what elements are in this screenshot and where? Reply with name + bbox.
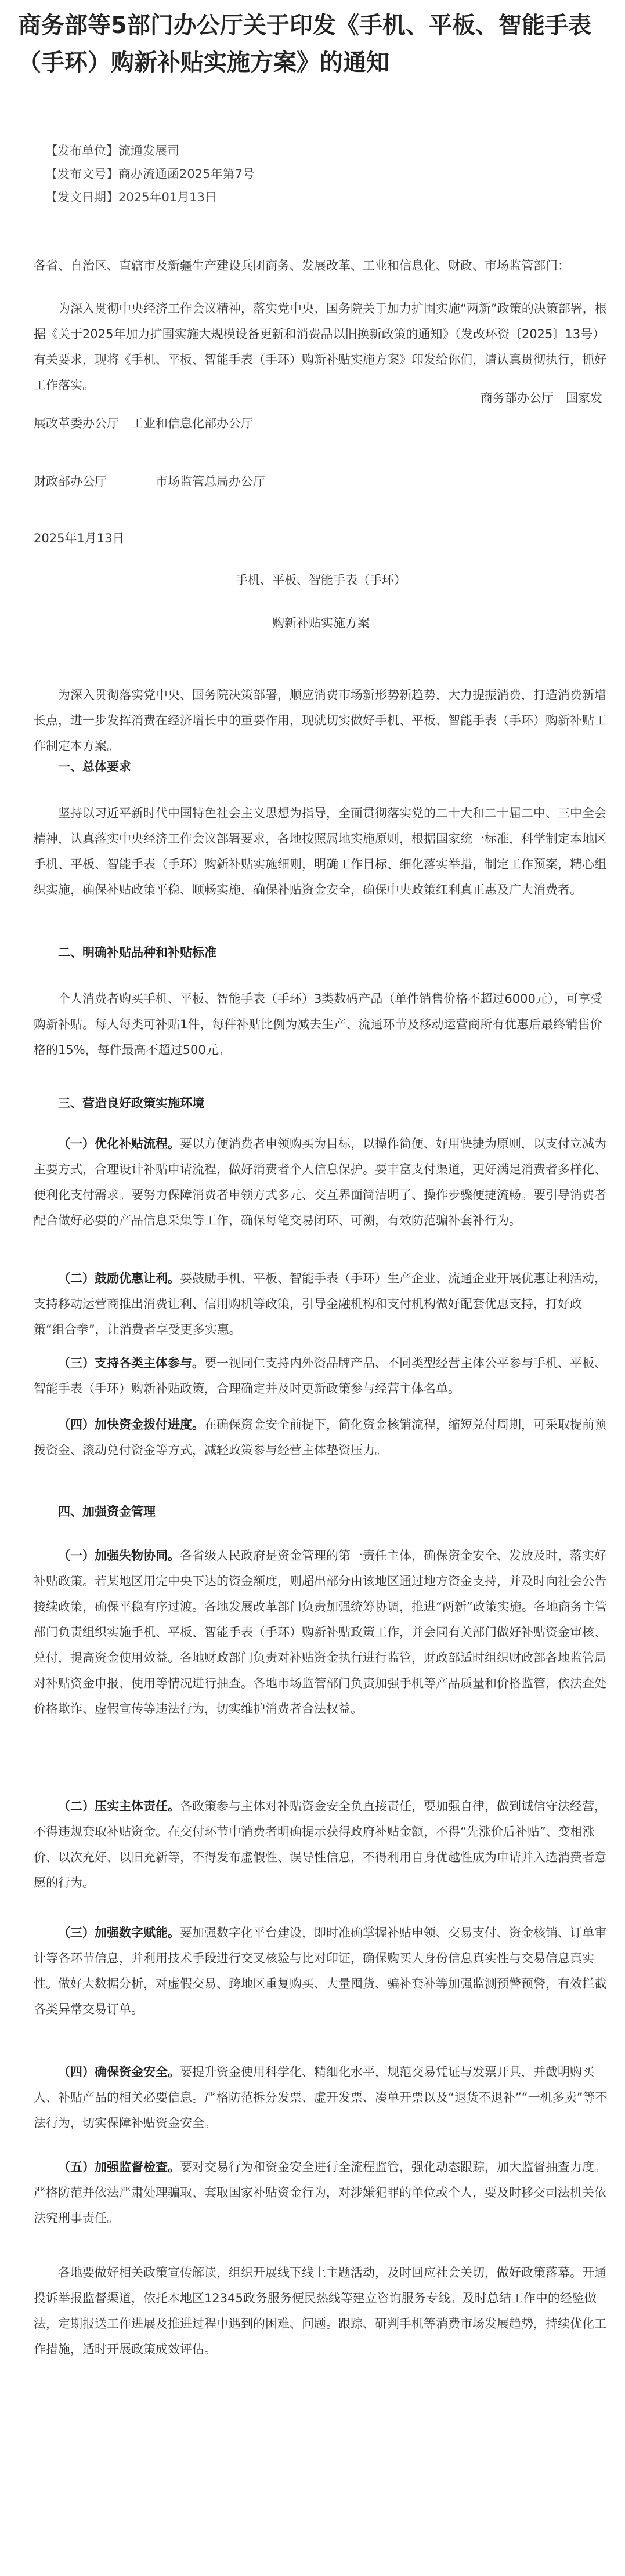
plan-intro: 为深入贯彻落实党中央、国务院决策部署，顺应消费市场新形势新趋势，大力提振消费，打造消费新增长点，进一步发挥消费在经济增长中的重要作用，现就切实做好手机、平板、智能手表（手环）购新补贴工作制定本方案。 <box>34 688 606 753</box>
section-4-item-5-head: （五）加强监督检查。 <box>58 2160 180 2174</box>
section-4-item-4 <box>34 2059 608 2136</box>
section-4-item-5 <box>34 2154 608 2231</box>
section-4-item-1-head: （一）加强失物协同。 <box>58 1549 180 1563</box>
section-1-title: 一、总体要求 <box>58 760 131 774</box>
plan-title-line-2: 购新补贴实施方案 <box>272 616 370 630</box>
signers-line-1a: 商务部办公厅 国家发 <box>481 391 602 405</box>
plan-title-line-1: 手机、平板、智能手表（手环） <box>236 573 406 587</box>
sign-date: 2025年1月13日 <box>34 531 125 545</box>
section-4-title: 四、加强资金管理 <box>58 1505 156 1519</box>
section-4-item-5-body: 要对交易行为和资金安全进行全流程监管，强化动态跟踪，加大监督抽查力度。严格防范并依法严肃处理骗取、套取国家补贴资金行为，对涉嫌犯罪的单位或个人，要及时移交司法机关依法究刑事责任。 <box>34 2160 606 2225</box>
section-4-item-2 <box>34 1794 608 1896</box>
section-3-item-1-body: 要以方便消费者申领购买为目标，以操作简便、好用快捷为原则，以支付立减为主要方式，合理设计补贴申请流程，做好消费者个人信息保护。要丰富支付渠道，更好满足消费者多样化、便利化支付需求。要努力保障消费者申领方式多元、交互界面简洁明了、操作步骤便捷流畅。要引导消费者配合做好必要的产品信息采集等工作，确保每笔交易闭环、可溯，有效防范骗补套补行为。 <box>34 1137 606 1227</box>
document-meta <box>45 139 568 209</box>
section-3-item-3-head: （三）支持各类主体参与。 <box>58 1356 204 1370</box>
meta-date: 【发文日期】2025年01月13日 <box>45 190 217 204</box>
section-4-item-3 <box>34 1920 608 2022</box>
section-4-item-2-body: 各政策参与主体对补贴资金安全负直接责任，要加强自律，做到诚信守法经营，不得违规套取补贴资金。在交付环节中消费者明确提示获得政府补贴金额，不得“先涨价后补贴”、变相涨价、以次充好、以旧充新等，不得发布虚假性、误导性信息，不得利用自身优越性成为申请并入选消费者意愿的行为。 <box>34 1799 606 1890</box>
section-4-item-1 <box>34 1543 608 1722</box>
section-3-item-1 <box>34 1131 608 1233</box>
section-4-item-2-head: （二）压实主体责任。 <box>58 1799 180 1813</box>
signers-line-1b: 展改革委办公厅 工业和信息化部办公厅 <box>34 416 253 430</box>
section-3-item-4-head: （四）加快资金拨付进度。 <box>58 1418 204 1432</box>
section-3-item-2-body: 要鼓励手机、平板、智能手表（手环）生产企业、流通企业开展优惠让利活动，支持移动运营商推出消费让利、信用购机等政策，引导金融机构和支付机构做好配套优惠支持，打好政策“组合拳”，让消费者享受更多实惠。 <box>34 1271 606 1336</box>
section-4-item-1-body: 各省级人民政府是资金管理的第一责任主体，确保资金安全、发放及时，落实好补贴政策。若某地区用完中央下达的资金额度，则超出部分由该地区通过地方资金支持，并及时向社会公告接续政策，确保平稳有序过渡。各地发展改革部门负责加强统筹协调，推进“两新”政策实施。各地商务主管部门负责组织实施手机、平板、智能手表（手环）购新补贴政策工作，并会同有关部门做好补贴资金审核、兑付，提高资金使用效益。各地财政部门负责对补贴资金执行进行监管，财政部适时组织财政部各地监管局对补贴资金申报、使用等情况进行抽查。各地市场监管部门负责加强手机等产品质量和价格监管，依法查处价格欺诈、虚假宣传等违法行为，切实维护消费者合法权益。 <box>34 1549 607 1716</box>
meta-issuer: 【发布单位】流通发展司 <box>45 144 179 158</box>
meta-doc-no: 【发布文号】商办流通函2025年第7号 <box>45 167 255 181</box>
intro-paragraph: 为深入贯彻中央经济工作会议精神，落实党中央、国务院关于加力扩围实施“两新”政策的决策部署，根据《关于2025年加力扩围实施大规模设备更新和消费品以旧换新政策的通知》（发改环资〔2025〕13号）有关要求，现将《手机、平板、智能手表（手环）购新补贴实施方案》印发给你们，请认真贯彻执行，抓好工作落实。 <box>34 302 607 392</box>
section-2-title: 二、明确补贴品种和补贴标准 <box>58 945 216 959</box>
section-3-item-3-body: 要一视同仁支持内外资品牌产品、不同类型经营主体公平参与手机、平板、智能手表（手环）购新补贴政策，合理确定并及时更新政策参与经营主体名单。 <box>34 1356 606 1396</box>
section-4-item-3-head: （三）加强数字赋能。 <box>58 1926 180 1940</box>
section-3-item-4-body: 在确保资金安全前提下，简化资金核销流程，缩短兑付周期，可采取提前预拨资金、滚动兑付资金等方式，减轻政策参与经营主体垫资压力。 <box>34 1418 606 1457</box>
section-4-item-4-body: 要提升资金使用科学化、精细化水平，规范交易凭证与发票开具，并截明购买人、补贴产品的相关必要信息。严格防范拆分发票、虚开发票、凑单开票以及“退货不退补”“一机多卖”等不法行为，切实保障补贴资金安全。 <box>34 2065 608 2130</box>
section-2-body: 个人消费者购买手机、平板、智能手表（手环）3类数码产品（单件销售价格不超过6000元），可享受购新补贴。每人每类可补贴1件，每件补贴比例为减去生产、流通环节及移动运营商所有优惠后最终销售价格的15%，每件最高不超过500元。 <box>34 992 603 1057</box>
page-title: 商务部等5部门办公厅关于印发《手机、平板、智能手表（手环）购新补贴实施方案》的通知 <box>18 12 591 76</box>
section-3-item-2-head: （二）鼓励优惠让利。 <box>58 1271 180 1285</box>
section-4-item-3-body: 要加强数字化平台建设，即时准确掌握补贴申领、交易支付、资金核销、订单审计等各环节信息，并利用技术手段进行交叉核验与比对印证，确保购买人身份信息真实性与交易信息真实性。做好大数据分析，对虚假交易、跨地区重复购买、大量囤货、骗补套补等加强监测预警预警，有效拦截各类异常交易订单。 <box>34 1926 606 2016</box>
section-3-item-2 <box>34 1266 608 1342</box>
salutation: 各省、自治区、直辖市及新疆生产建设兵团商务、发展改革、工业和信息化、财政、市场监管部门： <box>34 259 570 273</box>
section-4-item-4-head: （四）确保资金安全。 <box>58 2065 180 2079</box>
section-3-item-3 <box>34 1350 608 1401</box>
section-3-title: 三、营造良好政策实施环境 <box>58 1096 204 1110</box>
section-3-item-4 <box>34 1412 608 1463</box>
section-1-body: 坚持以习近平新时代中国特色社会主义思想为指导，全面贯彻落实党的二十大和二十届二中、三中全会精神，认真落实中央经济工作会议部署要求，各地按照属地实施原则，根据国家统一标准，科学制定本地区手机、平板、智能手表（手环）购新补贴实施细则，明确工作目标、细化落实举措，制定工作预案，精心组织实施，确保补贴政策平稳、顺畅实施，确保补贴资金安全，确保中央政策红利真正惠及广大消费者。 <box>34 806 606 897</box>
section-3-item-1-head: （一）优化补贴流程。 <box>58 1137 180 1151</box>
signers-line-2: 财政部办公厅 市场监管总局办公厅 <box>34 474 265 488</box>
closing-paragraph: 各地要做好相关政策宣传解读，组织开展线下线上主题活动，及时回应社会关切，做好政策落幕。开通投诉举报监督渠道，依托本地区12345政务服务便民热线等建立咨询服务专线。及时总结工作中的经验做法，定期报送工作进展及推进过程中遇到的困难、问题。跟踪、研判手机等消费市场发展趋势，持续优化工作措施，适时开展政策成效评估。 <box>34 2266 606 2356</box>
